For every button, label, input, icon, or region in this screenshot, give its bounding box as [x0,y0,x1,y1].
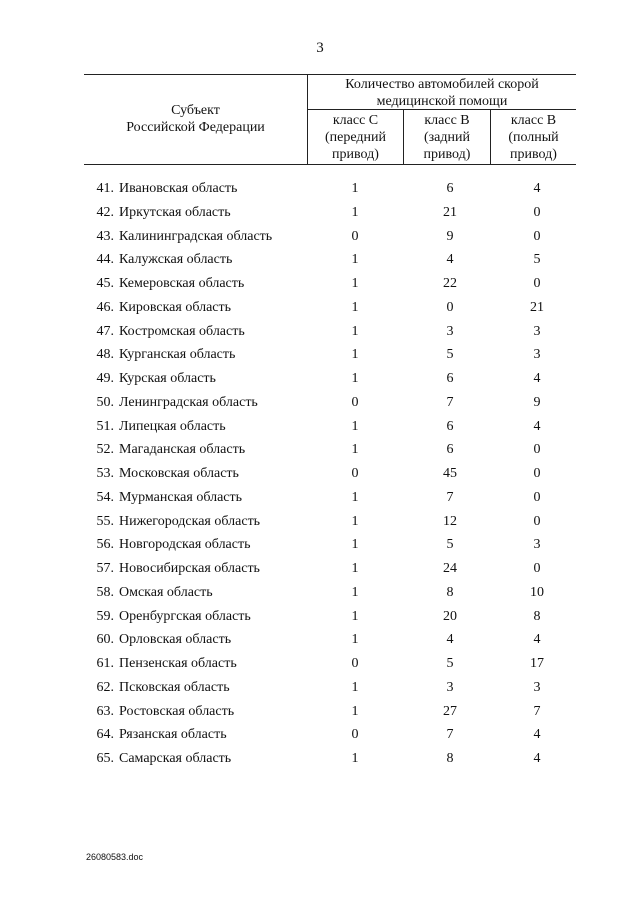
class-b-rear-count: 4 [446,632,454,648]
class-c-count: 1 [351,489,359,505]
row-number: 52. [96,442,114,458]
table-row [0,534,640,558]
row-number: 65. [96,751,114,766]
class-c-count: 0 [351,228,359,244]
class-b-full-count: 0 [533,276,541,291]
table-row [0,748,640,772]
region-name: Рязанская область [119,727,227,743]
region-name: Курская область [119,371,216,386]
table-row [0,392,640,416]
class-b-rear-count: 20 [443,608,457,624]
class-b-full-count: 9 [533,394,541,410]
table-header-bottom-rule [84,164,576,165]
row-number: 43. [96,228,114,244]
class-c-count: 1 [351,276,359,291]
region-name: Оренбургская область [119,608,251,624]
class-c-count: 1 [351,347,359,363]
class-c-front-header [308,112,403,163]
row-number: 64. [96,727,114,743]
table-row [0,487,640,511]
row-number: 50. [96,394,114,410]
row-number: 60. [96,632,114,648]
class-b-full-count: 0 [533,489,541,505]
row-number: 45. [96,276,114,291]
header-line: (передний [325,130,386,145]
class-b-rear-count: 5 [446,537,454,553]
class-b-rear-count: 5 [446,347,454,363]
table-row [0,273,640,297]
class-b-rear-count: 5 [446,656,454,671]
class-b-rear-count: 7 [446,727,454,743]
class-c-count: 1 [351,204,359,220]
class-c-count: 1 [351,751,359,766]
class-b-rear-count: 4 [446,252,454,268]
table-row [0,416,640,440]
region-name: Ивановская область [119,181,238,196]
table-row [0,249,640,273]
class-b-full-count: 0 [533,466,541,481]
region-name: Новосибирская область [119,561,260,576]
row-number: 42. [96,204,114,220]
region-name: Ленинградская область [119,394,258,410]
class-b-rear-count: 0 [446,299,454,315]
class-b-rear-count: 7 [446,489,454,505]
region-name: Кировская область [119,299,232,315]
class-b-full-count: 4 [533,632,541,648]
class-c-count: 0 [351,466,359,481]
header-line: (задний [423,130,470,145]
region-name: Орловская область [119,632,232,648]
region-name: Ростовская область [119,703,235,719]
header-line: привод) [510,147,557,162]
header-line: привод) [423,147,471,162]
class-c-count: 1 [351,608,359,624]
class-b-rear-count: 24 [443,561,457,576]
class-b-full-count: 7 [533,703,541,719]
header-line: класс В [510,113,557,128]
class-c-count: 1 [351,679,359,695]
region-name: Московская область [119,466,239,481]
class-b-full-count: 3 [533,347,541,363]
class-b-full-count: 5 [533,252,541,268]
region-name: Самарская область [119,751,232,766]
class-b-full-count: 0 [533,228,541,244]
class-b-full-count: 3 [533,537,541,553]
header-line: класс В [424,113,470,128]
class-b-full-count: 4 [533,371,541,386]
class-b-full-count: 0 [533,513,541,529]
region-name: Пензенская область [119,656,237,671]
table-row [0,463,640,487]
class-b-full-count: 3 [533,679,541,695]
class-b-full-count: 17 [530,656,544,671]
header-line: медицинской помощи [376,94,508,109]
class-b-rear-count: 3 [446,679,454,695]
region-name: Магаданская область [119,442,246,458]
region-name: Курганская область [119,347,236,363]
row-number: 44. [96,252,114,268]
class-b-full-count: 4 [533,727,541,743]
region-name: Калининградская область [119,228,273,244]
class-b-rear-count: 3 [446,323,454,339]
region-name: Омская область [119,584,213,600]
row-number: 63. [96,703,114,719]
class-b-full-count: 4 [533,418,541,434]
row-number: 58. [96,584,114,600]
subject-column-header [84,102,307,136]
table-row [0,344,640,368]
table-row [0,701,640,725]
table-row [0,368,640,392]
row-number: 61. [96,656,114,671]
region-name: Нижегородская область [119,513,261,529]
region-name: Кемеровская область [119,276,245,291]
class-b-rear-count: 27 [443,703,457,719]
class-b-rear-count: 6 [446,181,454,196]
row-number: 41. [96,181,114,196]
header-line: (полный [508,130,559,145]
table-row [0,226,640,250]
class-c-count: 1 [351,584,359,600]
region-name: Новгородская область [119,537,251,553]
document-filename: 26080583.doc [86,852,144,862]
row-number: 47. [96,323,114,339]
region-name: Калужская область [119,252,233,268]
class-b-full-count: 0 [533,442,541,458]
row-number: 62. [96,679,114,695]
class-c-count: 1 [351,561,359,576]
class-b-full-count: 10 [530,584,544,600]
class-b-rear-count: 8 [446,751,454,766]
table-body [0,178,640,772]
table-row [0,511,640,535]
class-b-full-count: 21 [530,299,544,315]
header-line: Субъект [171,103,220,118]
class-c-count: 1 [351,632,359,648]
table-row [0,606,640,630]
row-number: 59. [96,608,114,624]
table-row [0,178,640,202]
row-number: 48. [96,347,114,363]
table-row [0,297,640,321]
table-row [0,321,640,345]
table-row [0,653,640,677]
class-b-rear-count: 22 [443,276,457,291]
row-number: 56. [96,537,114,553]
region-name: Мурманская область [119,489,243,505]
header-line: привод) [332,147,379,162]
table-row [0,629,640,653]
class-b-rear-count: 12 [443,513,457,529]
region-name: Иркутская область [119,204,231,220]
class-b-full-header [491,112,576,163]
table-row [0,558,640,582]
page-number: 3 [316,40,324,56]
region-name: Липецкая область [119,418,226,434]
class-c-count: 1 [351,371,359,386]
class-b-rear-count: 7 [446,394,454,410]
row-number: 46. [96,299,114,315]
class-b-full-count: 3 [533,323,541,339]
ambulance-count-group-header [308,76,576,110]
class-c-count: 0 [351,394,359,410]
class-b-rear-header [404,112,490,163]
class-b-rear-count: 21 [443,204,457,220]
class-c-count: 1 [351,323,359,339]
table-row [0,724,640,748]
class-b-full-count: 8 [533,608,541,624]
header-line: Количество автомобилей скорой [345,77,539,92]
class-b-full-count: 0 [533,204,541,220]
table-row [0,439,640,463]
class-c-count: 1 [351,418,359,434]
class-b-rear-count: 6 [446,442,454,458]
header-line: класс С [332,113,379,128]
region-name: Псковская область [119,679,230,695]
row-number: 51. [96,418,114,434]
table-top-rule [84,74,576,75]
table-row [0,202,640,226]
class-c-count: 0 [351,727,359,743]
class-c-count: 1 [351,181,359,196]
class-b-full-count: 4 [533,751,541,766]
header-line: Российской Федерации [126,120,265,135]
region-name: Костромская область [119,323,245,339]
class-b-full-count: 4 [533,181,541,196]
row-number: 54. [96,489,114,505]
class-c-count: 1 [351,299,359,315]
class-b-rear-count: 9 [446,228,454,244]
table-row [0,677,640,701]
class-c-count: 1 [351,537,359,553]
row-number: 49. [96,371,114,386]
class-b-rear-count: 6 [446,371,454,386]
table-row [0,582,640,606]
class-c-count: 0 [351,656,359,671]
class-b-full-count: 0 [533,561,541,576]
class-c-count: 1 [351,252,359,268]
class-b-rear-count: 8 [446,584,454,600]
class-c-count: 1 [351,703,359,719]
row-number: 53. [96,466,114,481]
row-number: 57. [96,561,114,576]
class-b-rear-count: 6 [446,418,454,434]
row-number: 55. [96,513,114,529]
class-b-rear-count: 45 [443,466,457,481]
class-c-count: 1 [351,442,359,458]
class-c-count: 1 [351,513,359,529]
